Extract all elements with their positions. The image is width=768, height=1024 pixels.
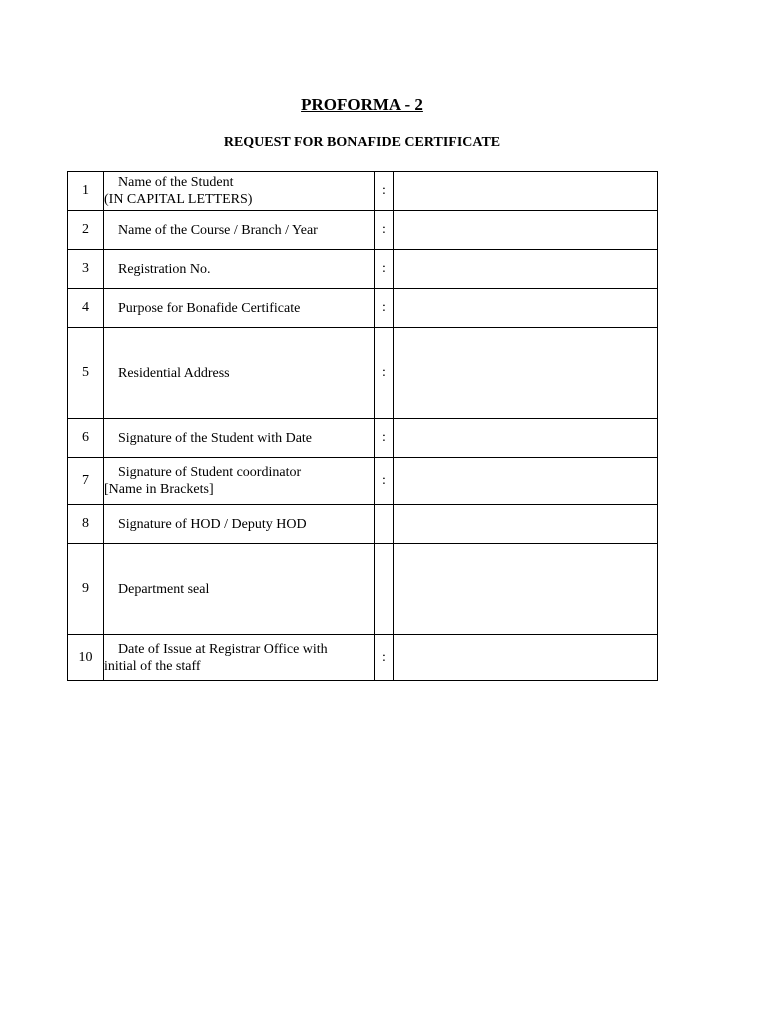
row-number: 3: [68, 250, 104, 289]
field-label: [104, 211, 375, 250]
date-of-issue-field[interactable]: [394, 635, 658, 681]
student-signature-field[interactable]: [394, 419, 658, 458]
field-label-line: Signature of HOD / Deputy HOD: [118, 516, 307, 532]
coordinator-signature-field[interactable]: [394, 458, 658, 505]
field-label: [104, 458, 375, 505]
field-label: [104, 544, 375, 635]
field-label: [104, 172, 375, 211]
row-number: 4: [68, 289, 104, 328]
row-number: 5: [68, 328, 104, 419]
form-row-student-signature: [68, 419, 658, 458]
form-row-student-name: [68, 172, 658, 211]
colon-separator: :: [375, 172, 394, 211]
form-row-hod-signature: [68, 505, 658, 544]
field-label-line: Department seal: [118, 581, 210, 597]
student-name-field[interactable]: [394, 172, 658, 211]
row-number: 9: [68, 544, 104, 635]
row-number: 6: [68, 419, 104, 458]
row-number: 7: [68, 458, 104, 505]
field-label-line: Name of the Student: [118, 175, 234, 190]
field-label-line: Residential Address: [118, 365, 230, 381]
form-row-coordinator: [68, 458, 658, 505]
row-number: 2: [68, 211, 104, 250]
colon-separator: :: [375, 250, 394, 289]
form-row-department-seal: [68, 544, 658, 635]
field-label-line: (IN CAPITAL LETTERS): [104, 192, 253, 207]
field-label: [104, 635, 375, 681]
department-seal-field[interactable]: [394, 544, 658, 635]
course-branch-year-field[interactable]: [394, 211, 658, 250]
field-label: [104, 328, 375, 419]
colon-separator: :: [375, 328, 394, 419]
field-label-line: Date of Issue at Registrar Office with: [118, 641, 328, 657]
hod-signature-field[interactable]: [394, 505, 658, 544]
form-row-course: [68, 211, 658, 250]
field-label-line: Registration No.: [118, 261, 211, 277]
colon-separator: [375, 544, 394, 635]
colon-separator: [375, 505, 394, 544]
residential-address-field[interactable]: [394, 328, 658, 419]
field-label: [104, 419, 375, 458]
colon-separator: :: [375, 289, 394, 328]
field-label-line: Signature of Student coordinator: [118, 465, 302, 480]
page-title: PROFORMA - 2: [301, 95, 423, 114]
field-label-line: Purpose for Bonafide Certificate: [118, 300, 301, 316]
purpose-field[interactable]: [394, 289, 658, 328]
colon-separator: :: [375, 458, 394, 505]
colon-separator: :: [375, 635, 394, 681]
field-label-line: [Name in Brackets]: [104, 482, 214, 497]
field-label-line: Signature of the Student with Date: [118, 430, 313, 446]
colon-separator: :: [375, 419, 394, 458]
form-row-address: [68, 328, 658, 419]
form-subtitle: REQUEST FOR BONAFIDE CERTIFICATE: [223, 135, 501, 150]
row-number: 10: [68, 635, 104, 681]
form-row-registration: [68, 250, 658, 289]
form-row-date-of-issue: [68, 635, 658, 681]
field-label-line: initial of the staff: [104, 658, 201, 674]
field-label: [104, 505, 375, 544]
field-label: [104, 289, 375, 328]
row-number: 8: [68, 505, 104, 544]
registration-number-field[interactable]: [394, 250, 658, 289]
field-label-line: Name of the Course / Branch / Year: [118, 222, 318, 238]
request-form-table: [67, 171, 658, 681]
colon-separator: :: [375, 211, 394, 250]
row-number: 1: [68, 172, 104, 211]
field-label: [104, 250, 375, 289]
form-row-purpose: [68, 289, 658, 328]
